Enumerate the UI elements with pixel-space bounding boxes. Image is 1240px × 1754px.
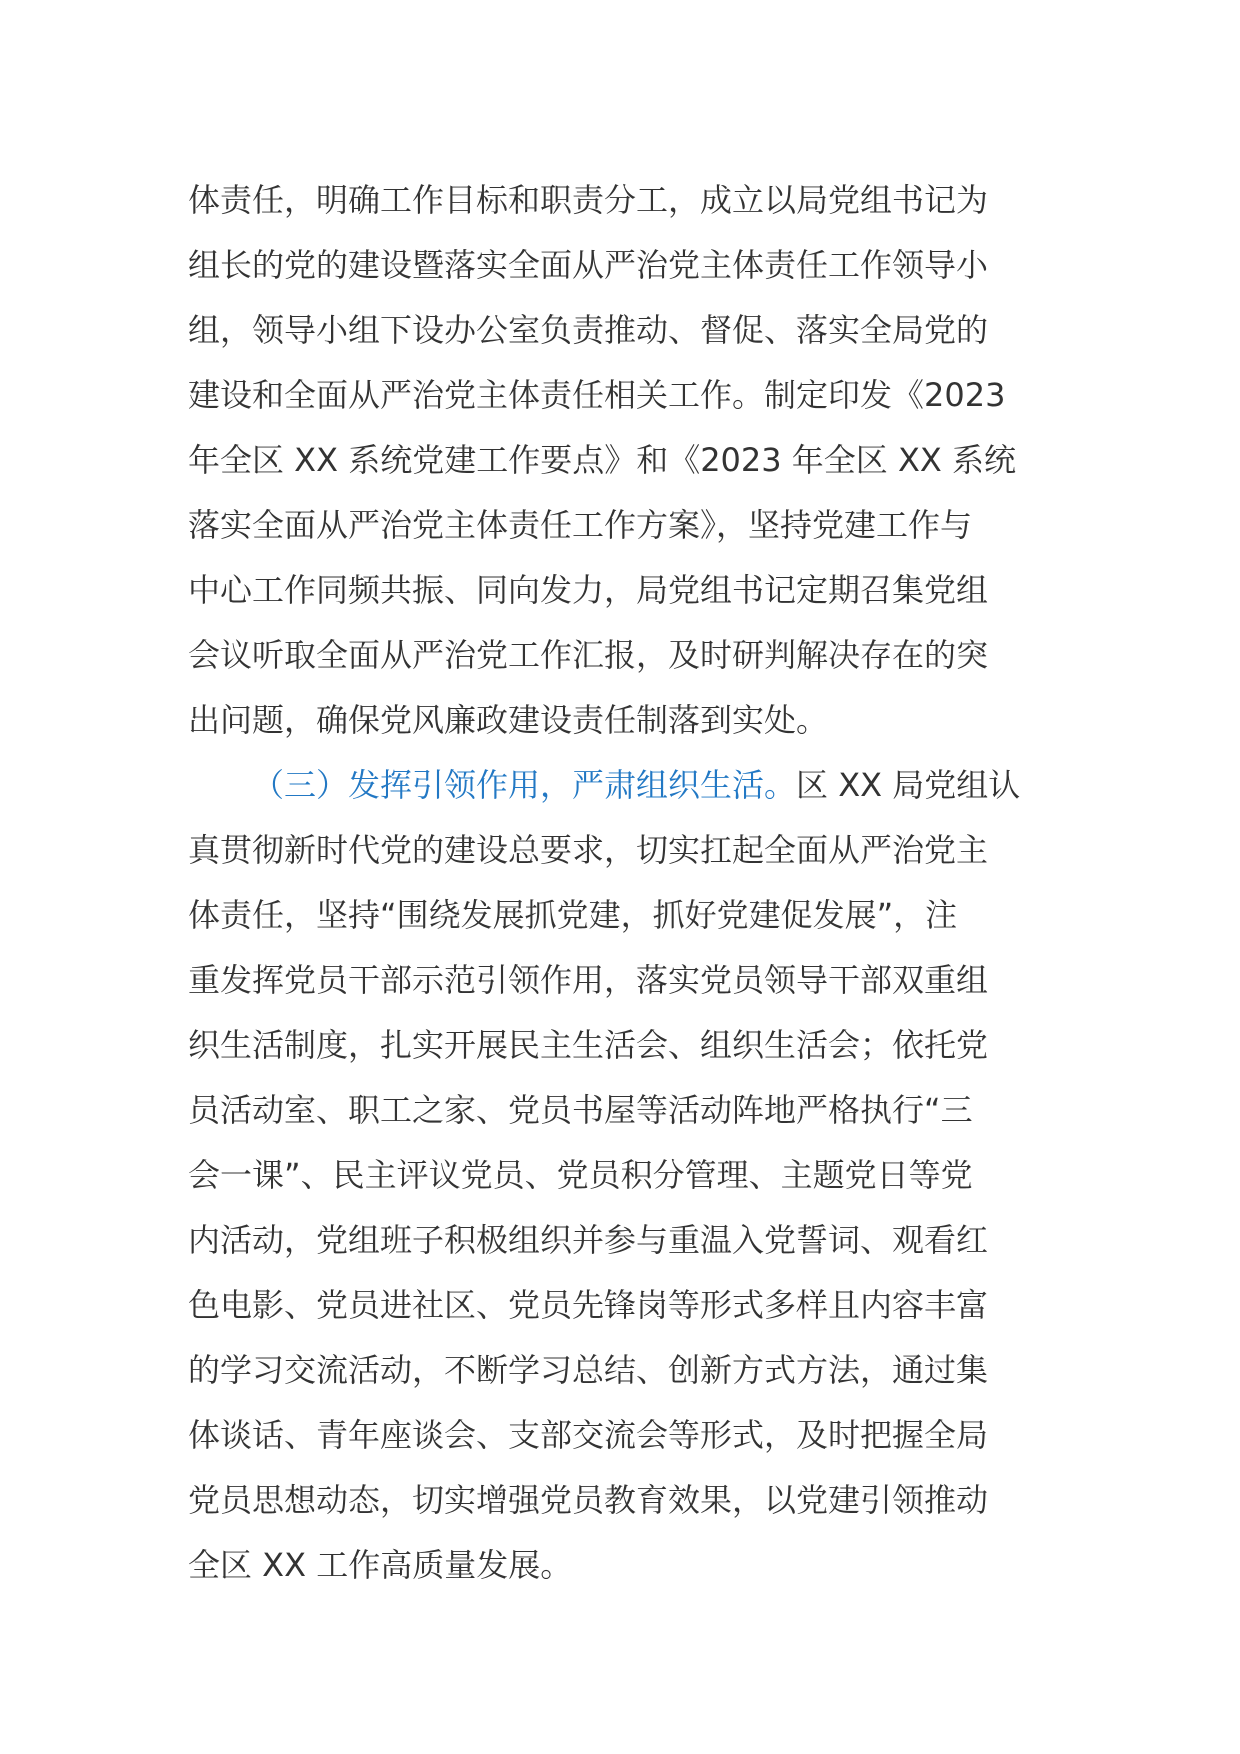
paragraph-line: 内活动，党组班子积极组织并参与重温入党誓词、观看红	[188, 1221, 989, 1259]
paragraph-section-3	[188, 753, 1068, 1598]
paragraph-line: 织生活制度，扎实开展民主生活会、组织生活会；依托党	[188, 1026, 989, 1064]
paragraph-responsibility	[188, 168, 1068, 753]
section-3-heading: （三）发挥引领作用，严肃组织生活。	[252, 766, 797, 804]
paragraph-line: 色电影、党员进社区、党员先锋岗等形式多样且内容丰富	[188, 1286, 989, 1324]
paragraph-line: 落实全面从严治党主体责任工作方案》，坚持党建工作与	[188, 506, 973, 544]
document-body	[188, 168, 1068, 1598]
paragraph-line: 员活动室、职工之家、党员书屋等活动阵地严格执行“三	[188, 1091, 973, 1129]
paragraph-line: 年全区 XX 系统党建工作要点》和《2023 年全区 XX 系统	[188, 441, 1016, 479]
paragraph-line: 真贯彻新时代党的建设总要求，切实扛起全面从严治党主	[188, 831, 989, 869]
paragraph-line: 出问题，确保党风廉政建设责任制落到实处。	[188, 701, 829, 739]
paragraph-line: 重发挥党员干部示范引领作用，落实党员领导干部双重组	[188, 961, 989, 999]
paragraph-line: 党员思想动态，切实增强党员教育效果，以党建引领推动	[188, 1481, 989, 1519]
paragraph-line: 建设和全面从严治党主体责任相关工作。制定印发《2023	[188, 376, 1006, 414]
section-3-first-line	[188, 753, 1068, 818]
paragraph-line: 体谈话、青年座谈会、支部交流会等形式，及时把握全局	[188, 1416, 989, 1454]
paragraph-line: 全区 XX 工作高质量发展。	[188, 1546, 573, 1584]
paragraph-line: 组，领导小组下设办公室负责推动、督促、落实全局党的	[188, 311, 989, 349]
paragraph-line: 体责任，明确工作目标和职责分工，成立以局党组书记为	[188, 181, 989, 219]
paragraph-line: 会议听取全面从严治党工作汇报，及时研判解决存在的突	[188, 636, 989, 674]
section-3-first-line-text: 区 XX 局党组认	[796, 766, 1021, 804]
paragraph-line: 体责任，坚持“围绕发展抓党建，抓好党建促发展”，注	[188, 896, 958, 934]
paragraph-line: 组长的党的建设暨落实全面从严治党主体责任工作领导小	[188, 246, 989, 284]
paragraph-line: 中心工作同频共振、同向发力，局党组书记定期召集党组	[188, 571, 989, 609]
paragraph-line: 的学习交流活动，不断学习总结、创新方式方法，通过集	[188, 1351, 989, 1389]
paragraph-line: 会一课”、民主评议党员、党员积分管理、主题党日等党	[188, 1156, 973, 1194]
